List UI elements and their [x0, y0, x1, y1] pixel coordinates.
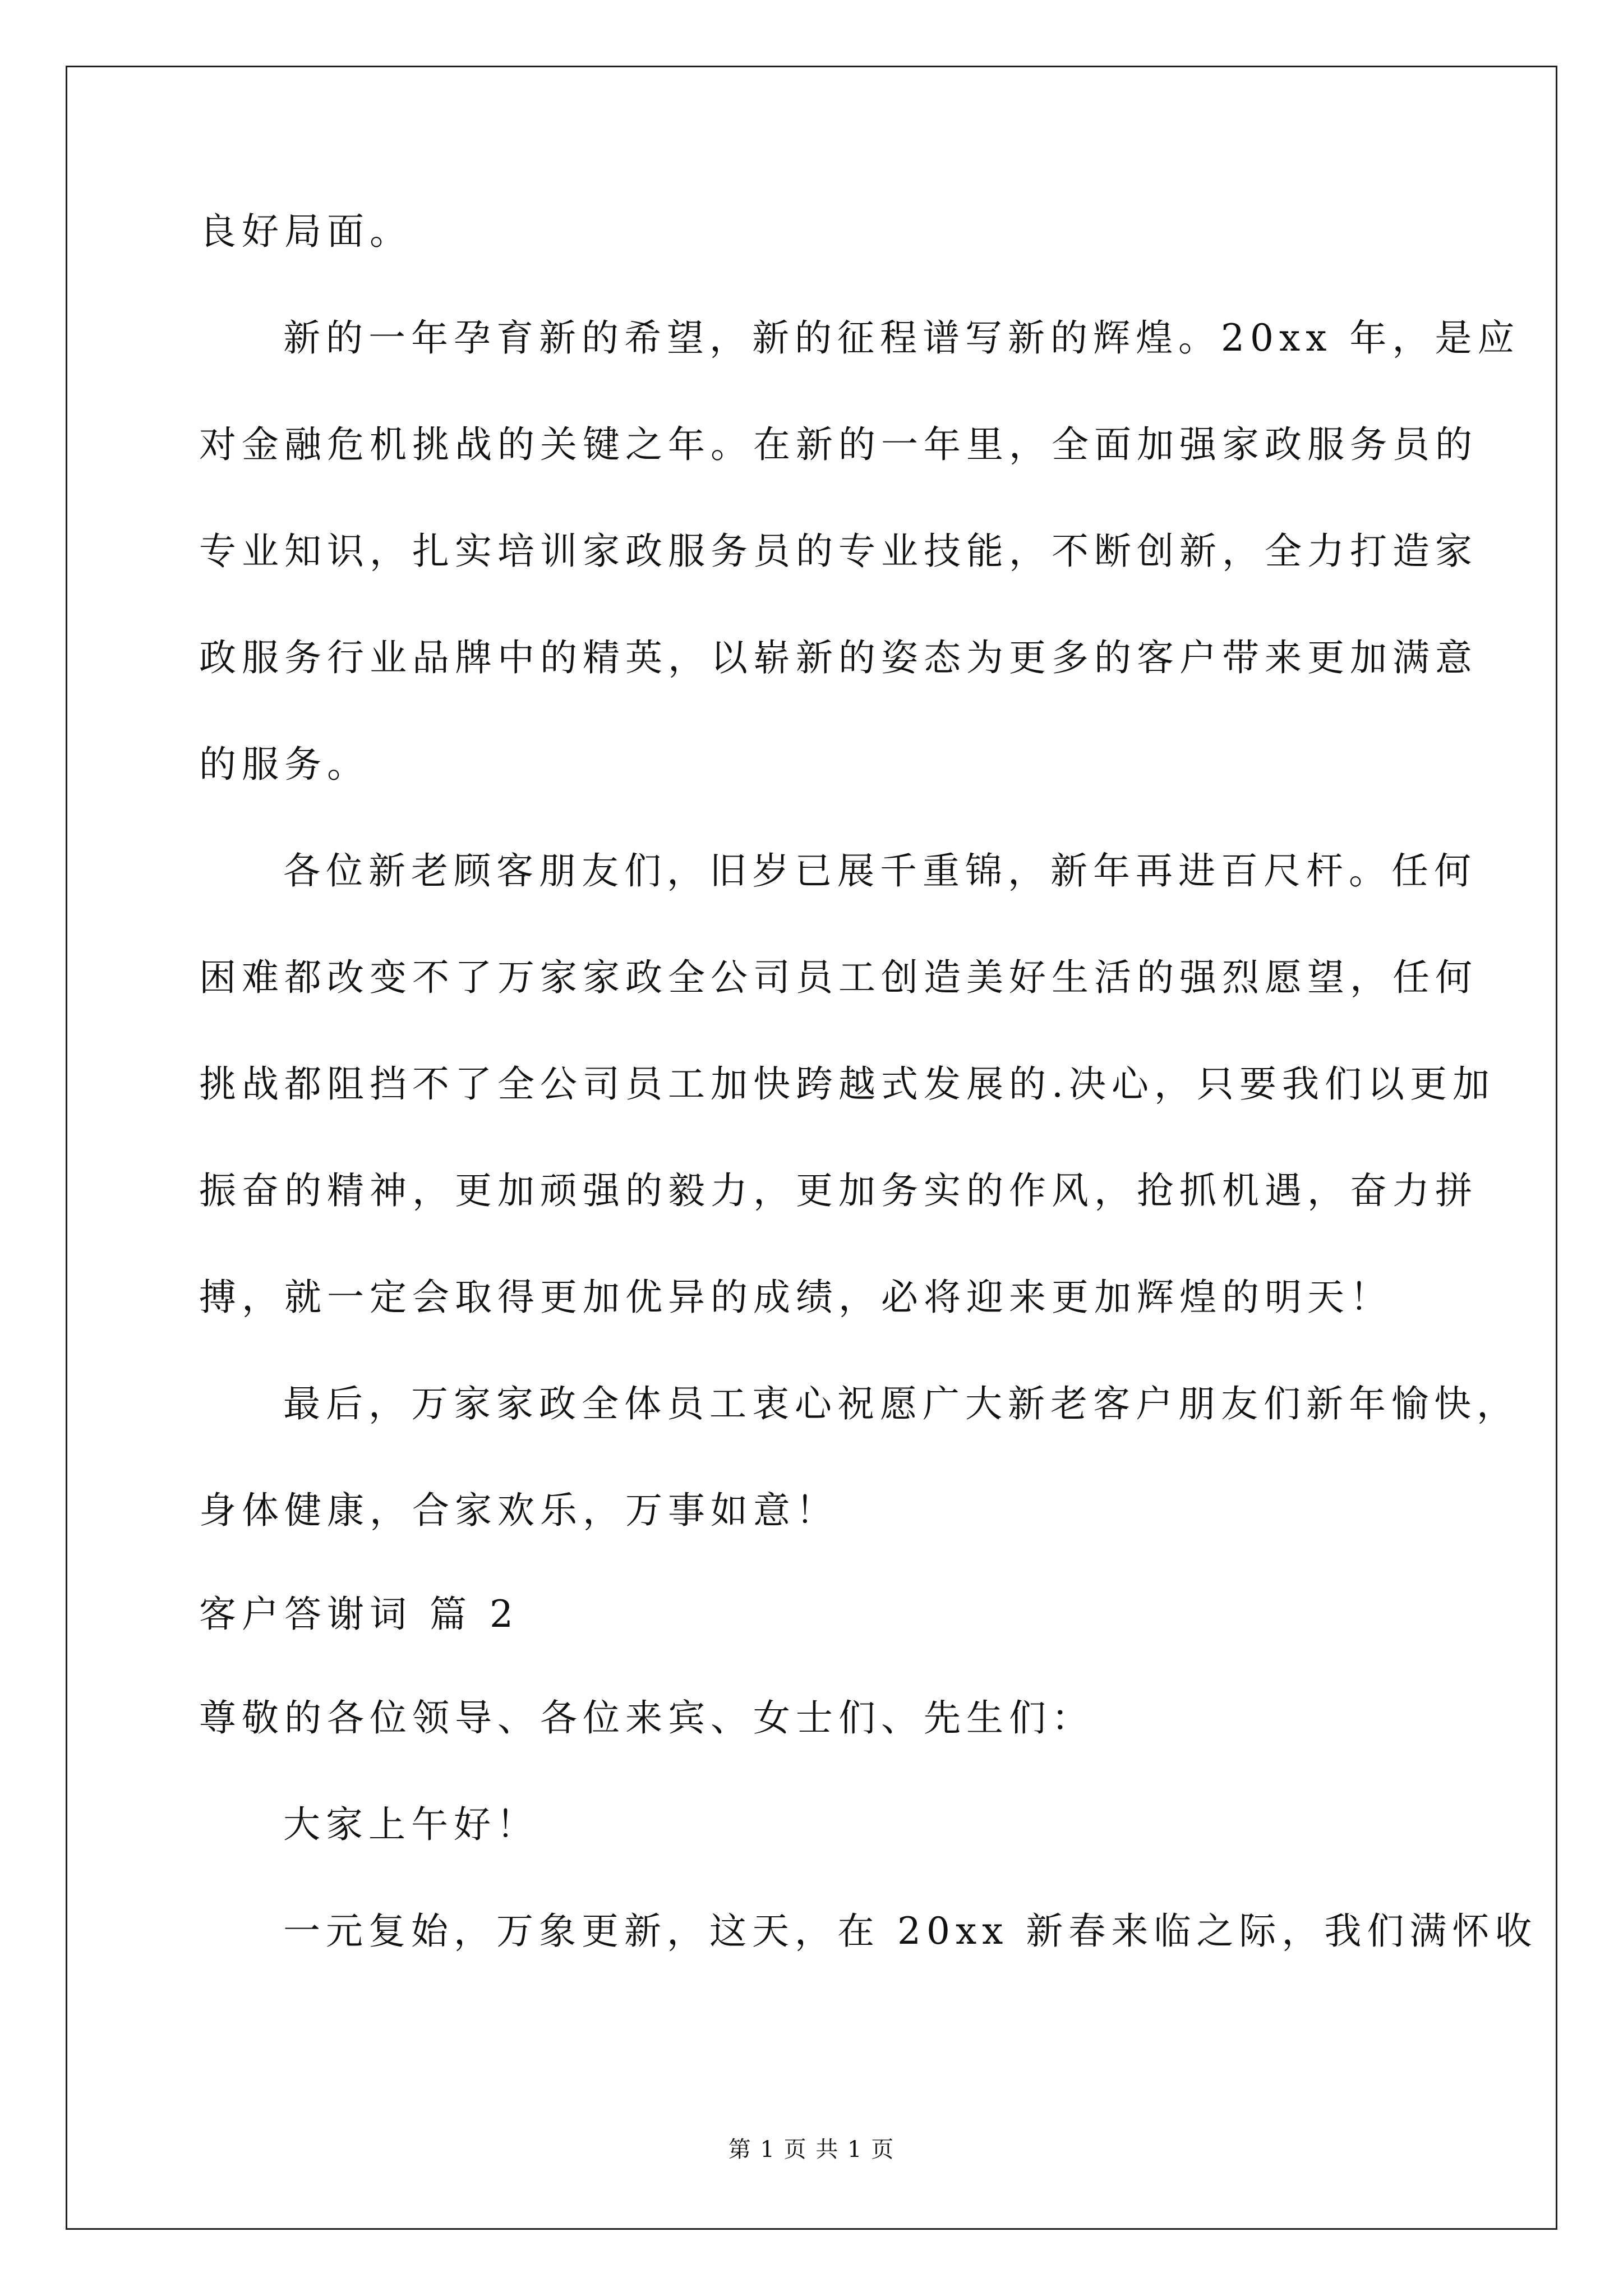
body-line-11: 搏，就一定会取得更加优异的成绩，必将迎来更加辉煌的明天！	[199, 1276, 1393, 1319]
body-line-3: 对金融危机挑战的关键之年。在新的一年里，全面加强家政服务员的	[199, 423, 1478, 466]
body-line-10: 振奋的精神，更加顽强的毅力，更加务实的作风，抢抓机遇，奋力拼	[199, 1169, 1478, 1212]
greeting-line: 大家上午好！	[283, 1803, 539, 1846]
page-footer: 第 1 页 共 1 页	[728, 2137, 895, 2162]
section-heading: 客户答谢词 篇 2	[199, 1593, 519, 1636]
body-line-5: 政服务行业品牌中的精英，以崭新的姿态为更多的客户带来更加满意	[199, 636, 1478, 679]
body-line-17: 一元复始，万象更新，这天，在 20xx 新春来临之际，我们满怀收	[283, 1910, 1538, 1953]
body-line-7: 各位新老顾客朋友们，旧岁已展千重锦，新年再进百尺杆。任何	[283, 849, 1477, 892]
body-line-1: 良好局面。	[199, 210, 412, 253]
body-line-2: 新的一年孕育新的希望，新的征程谱写新的辉煌。20xx 年，是应	[283, 316, 1520, 360]
body-line-8: 困难都改变不了万家家政全公司员工创造美好生活的强烈愿望，任何	[199, 956, 1478, 999]
body-line-13: 身体健康，合家欢乐，万事如意！	[199, 1489, 838, 1532]
body-line-12: 最后，万家家政全体员工衷心祝愿广大新老客户朋友们新年愉快，	[283, 1382, 1519, 1425]
body-line-6: 的服务。	[199, 743, 370, 786]
body-line-9: 挑战都阻挡不了全公司员工加快跨越式发展的.决心，只要我们以更加	[199, 1062, 1495, 1106]
body-line-4: 专业知识，扎实培训家政服务员的专业技能，不断创新，全力打造家	[199, 530, 1478, 573]
page-border	[66, 66, 1557, 2230]
salutation-line: 尊敬的各位领导、各位来宾、女士们、先生们：	[199, 1696, 1094, 1740]
